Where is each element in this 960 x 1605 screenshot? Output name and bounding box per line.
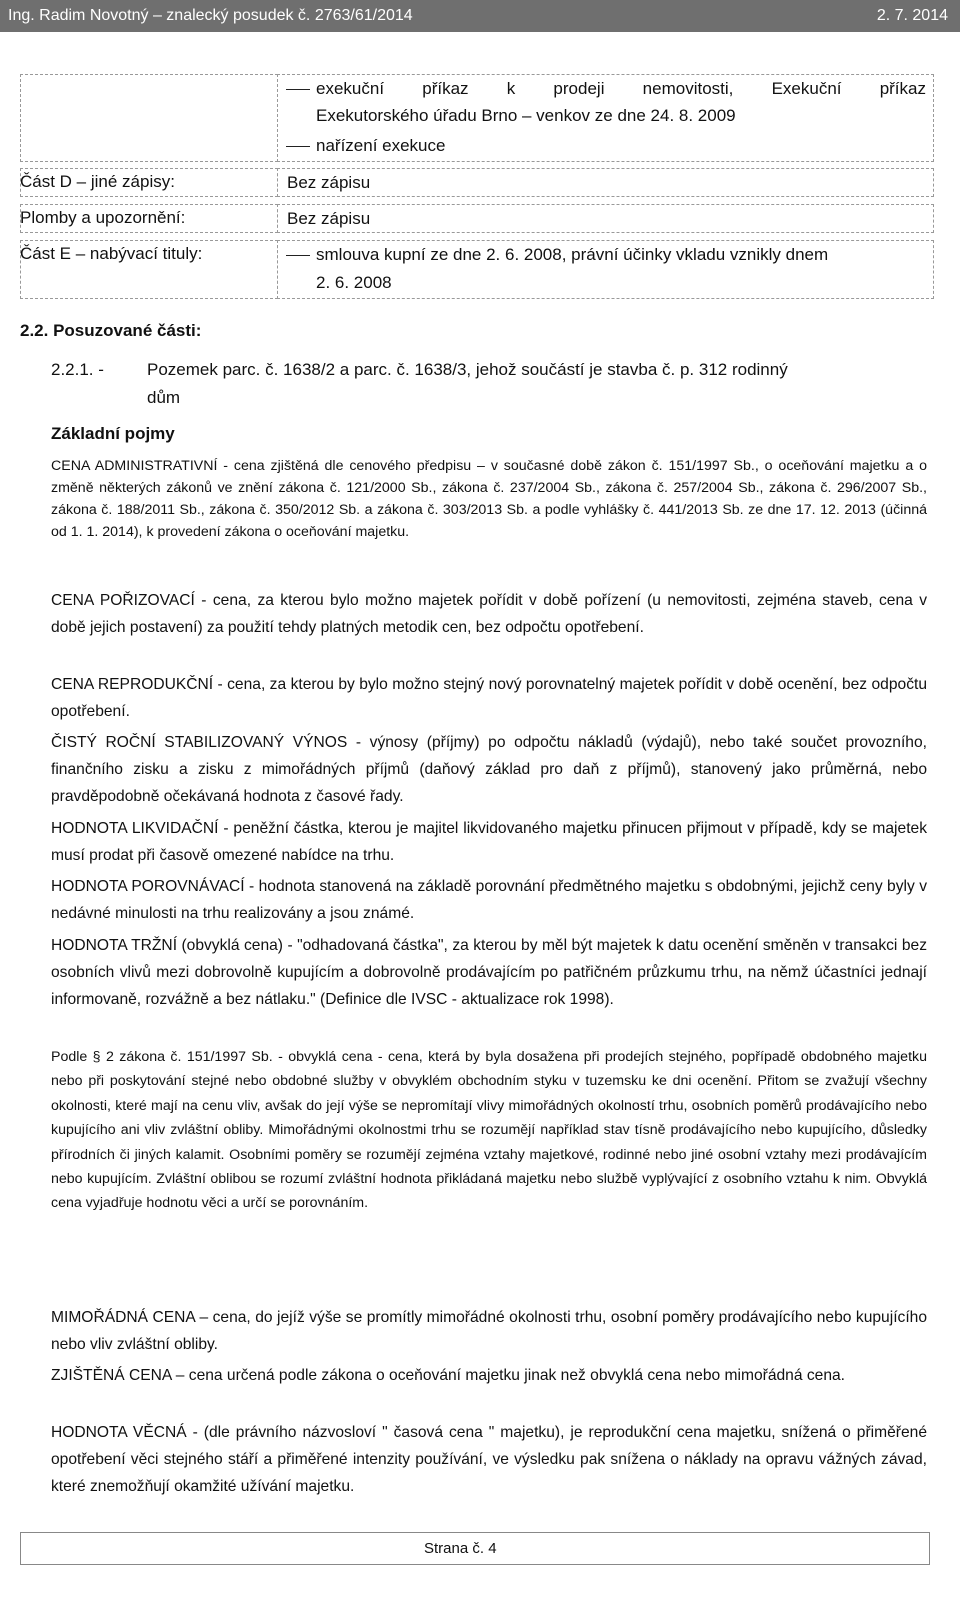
paragraph-cena-porizovaci: CENA POŘIZOVACÍ - cena, za kterou bylo možno majetek pořídit v době pořízení (u nemovitosti, zejména staveb, cena v době jejich postavení) za použití tehdy platných metodik cen, bez odpočtu opotřebení. xyxy=(51,592,927,636)
item-text-1: Pozemek parc. č. 1638/2 a parc. č. 1638/3, jehož součástí je stavba č. p. 312 rodinný xyxy=(147,360,788,379)
page-footer xyxy=(20,1532,930,1565)
e-line-1-text: smlouva kupní ze dne 2. 6. 2008, právní účinky vkladu vznikly dnem xyxy=(316,245,829,264)
page-header xyxy=(0,0,960,32)
c-line-3 xyxy=(286,131,445,160)
record-box-plomby-value xyxy=(277,204,934,233)
plomby-label: Plomby a upozornění: xyxy=(20,208,186,227)
header-date: 2. 7. 2014 xyxy=(876,7,948,24)
paragraph-zjistena-cena: ZJIŠTĚNÁ CENA – cena určená podle zákona o oceňování majetku jinak než obvyklá cena nebo mimořádná cena. xyxy=(51,1367,846,1384)
section-heading: 2.2. Posuzované části: xyxy=(20,321,202,340)
page-number: Strana č. 4 xyxy=(424,1540,497,1557)
record-box-d-value xyxy=(277,168,934,197)
e-line-1 xyxy=(286,240,828,269)
header-title: Ing. Radim Novotný – znalecký posudek č. 2763/61/2014 xyxy=(8,7,413,24)
paragraph-hodnota-porovnavaci: HODNOTA POROVNÁVACÍ - hodnota stanovená na základě porovnání předmětného majetku s obdobnými, jejichž ceny byly v nedávné minulosti na trhu realizovány a jsou známé. xyxy=(51,878,927,922)
record-box-c xyxy=(20,74,278,162)
c-line-1-text: exekuční příkaz k prodeji nemovitosti, Exekuční příkaz xyxy=(316,79,926,98)
part-d-value: Bez zápisu xyxy=(287,173,371,192)
c-line-2-text: Exekutorského úřadu Brno – venkov ze dne 24. 8. 2009 xyxy=(316,106,736,125)
e-line-2 xyxy=(316,268,392,297)
c-line-1 xyxy=(286,74,926,103)
part-d-label: Část D – jiné zápisy: xyxy=(20,172,175,191)
basics-heading: Základní pojmy xyxy=(51,424,175,443)
paragraph-hodnota-vecna: HODNOTA VĚCNÁ - (dle právního názvosloví " časová cena " majetku), je reprodukční cena majetku, snížená o přiměřené opotřebení věci stejného stáří a přiměřené intenzity používání, ve výsledku pak snížena o náklady na opravu vážných závad, které znemožňují okamžité užívání majetku. xyxy=(51,1424,927,1495)
c-line-3-text: nařízení exekuce xyxy=(316,136,446,155)
part-e-label: Část E – nabývací tituly: xyxy=(20,244,203,263)
paragraph-mimoradna-cena: MIMOŘÁDNÁ CENA – cena, do jejíž výše se promítly mimořádné okolnosti trhu, osobní poměry prodávajícího nebo kupujícího nebo vliv zvláštní obliby. xyxy=(51,1309,927,1353)
paragraph-hodnota-trzni: HODNOTA TRŽNÍ (obvyklá cena) - "odhadovaná částka", za kterou by měl být majetek k datu ocenění směněn v transakci bez osobních vlivů mezi dobrovolně kupujícím a dobrovolně prodávajícím po patřičném průzkumu trhu, na němž účastníci jednají informovaně, rozvážně a bez nátlaku." (Definice dle IVSC - aktualizace rok 1998). xyxy=(51,937,927,1008)
item-text-2: dům xyxy=(147,388,181,407)
paragraph-cena-reprodukcni: CENA REPRODUKČNÍ - cena, za kterou by bylo možno stejný nový porovnatelný majetek pořídit v době ocenění, bez odpočtu opotřebení. xyxy=(51,676,927,720)
item-number: 2.2.1. - xyxy=(51,360,104,379)
paragraph-cena-administrativni: CENA ADMINISTRATIVNÍ - cena zjištěná dle cenového předpisu – v současné době zákon č. 151/1997 Sb., o oceňování majetku a o změně některých zákonů ve znění zákona č. 121/2000 Sb., zákona č. 237/2004 Sb., zákona č. 257/2004 Sb., zákona č. 296/2007 Sb., zákona č. 188/2011 Sb., zákona č. 350/2012 Sb. a zákona č. 303/2013 Sb. a podle vyhlášky č. 441/2013 Sb. ze dne 17. 12. 2013 (účinná od 1. 1. 2014), k provedení zákona o oceňování majetku. xyxy=(51,458,927,540)
plomby-value: Bez zápisu xyxy=(287,209,371,228)
e-line-2-text: 2. 6. 2008 xyxy=(316,273,392,292)
paragraph-hodnota-likvidacni: HODNOTA LIKVIDAČNÍ - peněžní částka, kterou je majitel likvidovaného majetku přinucen přijmout v případě, kdy se majetek musí prodat při časově omezené nabídce na trhu. xyxy=(51,820,927,864)
paragraph-obvykla-cena: Podle § 2 zákona č. 151/1997 Sb. - obvyklá cena - cena, která by byla dosažena při prodejích stejného, popřípadě obdobného majetku nebo při poskytování stejné nebo obdobné služby v obvyklém obchodním styku v tuzemsku ke dni ocenění. Přitom se zvažují všechny okolnosti, které mají na cenu vliv, avšak do její výše se nepromítají vlivy mimořádných okolností trhu, osobních poměrů prodávajícího nebo kupujícího ani vliv zvláštní obliby. Mimořádnými okolnostmi trhu se rozumějí například stav tísně prodávajícího nebo kupujícího, důsledky přírodních či jiných kalamit. Osobními poměry se rozumějí zejména vztahy majetkové, rodinné nebo jiné osobní vztahy mezi prodávajícím nebo kupujícím. Zvláštní oblibou se rozumí zvláštní hodnota přikládaná majetku nebo službě vyplývající z osobního vztahu k nim. Obvyklá cena vyjadřuje hodnotu věci a určí se porovnáním. xyxy=(51,1049,927,1212)
c-line-2 xyxy=(316,101,736,130)
paragraph-vynos: ČISTÝ ROČNÍ STABILIZOVANÝ VÝNOS - výnosy (příjmy) po odpočtu nákladů (výdajů), nebo také součet provozního, finančního zisku a zisku z mimořádných příjmů (daňový základ pro daň z příjmů), stanovený jako průměrná, nebo pravděpodobně očekávaná hodnota z časové řady. xyxy=(51,734,927,805)
